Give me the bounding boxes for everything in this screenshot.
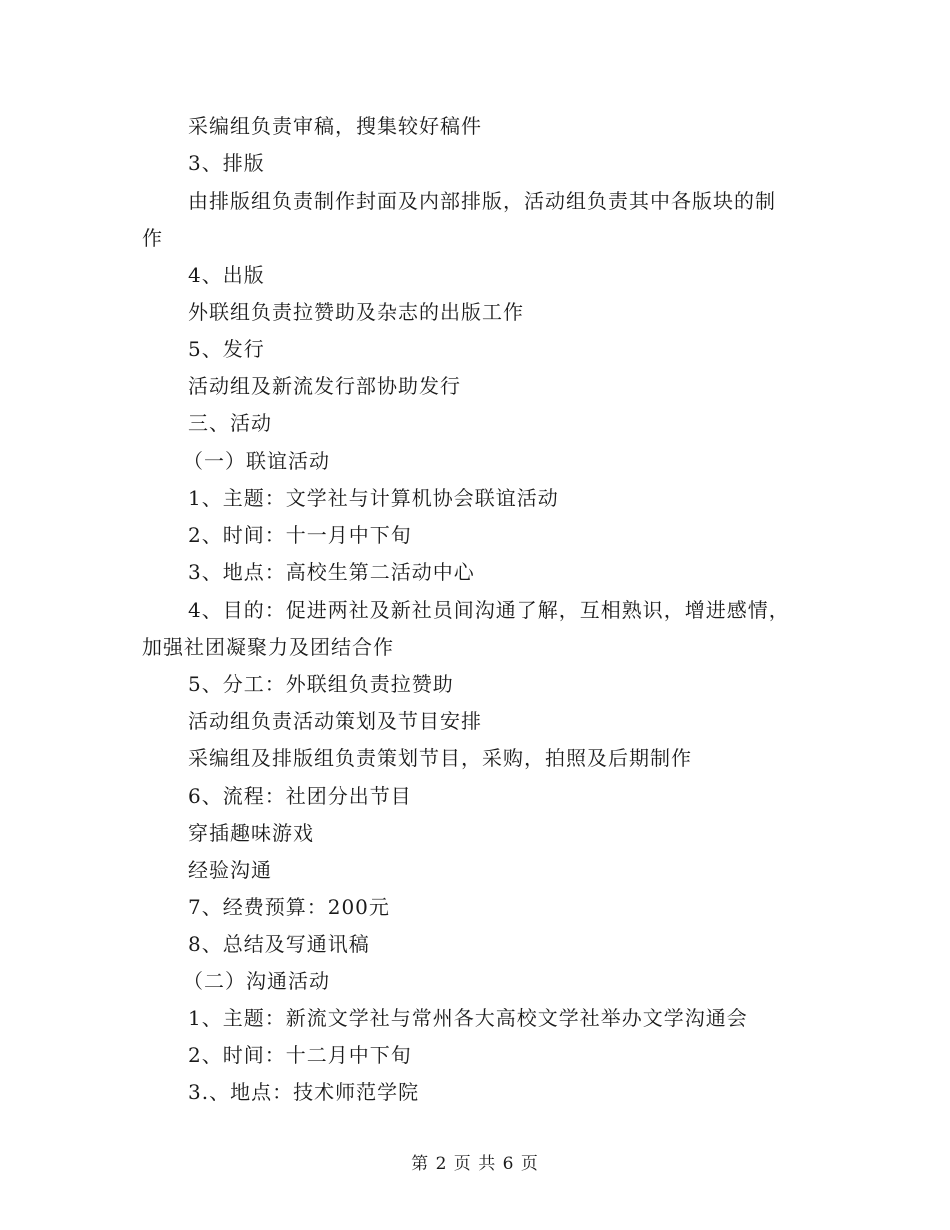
subsection-heading: （二）沟通活动 — [183, 969, 330, 993]
text-line: 2、时间：十二月中下旬 — [188, 1043, 412, 1067]
text-line: 活动组及新流发行部协助发行 — [188, 374, 461, 398]
text-line: 经验沟通 — [188, 858, 272, 882]
text-line: 采编组及排版组负责策划节目，采购，拍照及后期制作 — [188, 746, 692, 770]
text-line: 3、排版 — [188, 151, 265, 175]
text-line: 5、发行 — [188, 337, 265, 361]
section-heading: 三、活动 — [188, 411, 272, 435]
text-line: 3.、地点：技术师范学院 — [188, 1080, 420, 1104]
text-line: 1、主题：文学社与计算机协会联谊活动 — [188, 486, 559, 510]
page-footer: 第 2 页 共 6 页 — [411, 1154, 539, 1174]
subsection-heading: （一）联谊活动 — [183, 449, 330, 473]
text-line: 穿插趣味游戏 — [188, 821, 314, 845]
text-line: 外联组负责拉赞助及杂志的出版工作 — [188, 300, 524, 324]
text-line: 6、流程：社团分出节目 — [188, 784, 412, 808]
text-line: 2、时间：十一月中下旬 — [188, 523, 412, 547]
text-line: 1、主题：新流文学社与常州各大高校文学社举办文学沟通会 — [188, 1006, 748, 1030]
text-line: 作 — [142, 226, 163, 250]
text-line: 加强社团凝聚力及团结合作 — [142, 635, 394, 659]
text-line: 4、出版 — [188, 263, 265, 287]
text-line: 采编组负责审稿，搜集较好稿件 — [188, 114, 482, 138]
text-line: 7、经费预算：200元 — [188, 895, 390, 919]
text-line: 由排版组负责制作封面及内部排版，活动组负责其中各版块的制 — [188, 189, 776, 213]
text-line: 4、目的：促进两社及新社员间沟通了解，互相熟识，增进感情， — [188, 598, 790, 622]
text-line: 3、地点：高校生第二活动中心 — [188, 560, 475, 584]
text-line: 8、总结及写通讯稿 — [188, 932, 370, 956]
text-line: 5、分工：外联组负责拉赞助 — [188, 672, 454, 696]
text-line: 活动组负责活动策划及节目安排 — [188, 709, 482, 733]
